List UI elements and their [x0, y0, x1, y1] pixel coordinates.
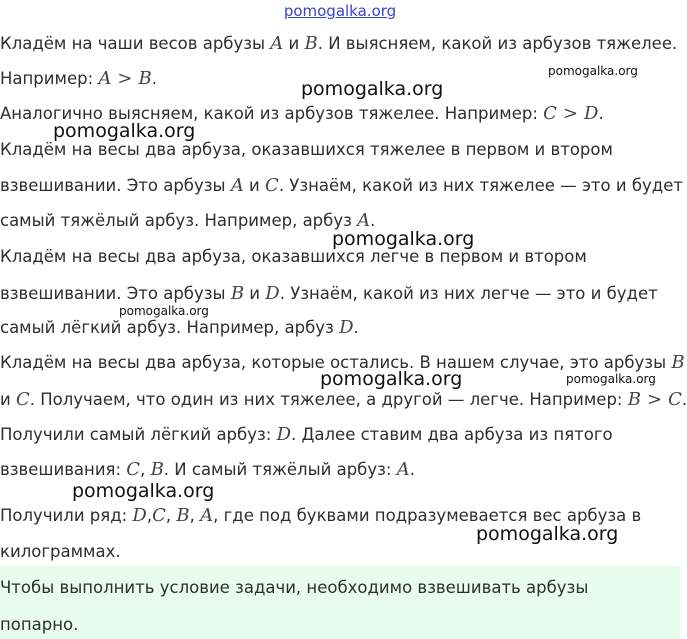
- text-line-10: Кладём на весы два арбуза, которые остались. В нашем случае, это арбузы B: [0, 352, 685, 373]
- text-line-4: Кладём на весы два арбуза, оказавшихся тяжелее в первом и втором: [0, 140, 613, 159]
- watermark: pomogalka.org: [53, 120, 196, 142]
- watermark: pomogalka.org: [332, 228, 475, 250]
- conclusion-line-2: попарно.: [0, 615, 79, 634]
- text-line-6: самый тяжёлый арбуз. Например, арбуз A.: [0, 210, 376, 231]
- text-line-3: Аналогично выясняем, какой из арбузов тяжелее. Например: C > D.: [0, 103, 604, 124]
- text-line-14: Получили ряд: D,C, B, A, где под буквами подразумевается вес арбуза в: [0, 505, 642, 526]
- text-line-12: Получили самый лёгкий арбуз: D. Далее ставим два арбуза из пятого: [0, 424, 613, 445]
- watermark: pomogalka.org: [548, 64, 638, 78]
- watermark: pomogalka.org: [476, 523, 619, 545]
- watermark: pomogalka.org: [72, 480, 215, 502]
- text-line-15: килограммах.: [0, 542, 121, 561]
- watermark: pomogalka.org: [320, 368, 463, 390]
- conclusion-line-1: Чтобы выполнить условие задачи, необходимо взвешивать арбузы: [0, 578, 589, 597]
- text-line-5: взвешивании. Это арбузы A и C. Узнаём, какой из них тяжелее — это и будет: [0, 175, 683, 196]
- watermark: pomogalka.org: [119, 304, 209, 318]
- watermark: pomogalka.org: [566, 372, 656, 386]
- text-line-13: взвешивания: C, B. И самый тяжёлый арбуз: A.: [0, 459, 415, 480]
- text-line-11: и C. Получаем, что один из них тяжелее, а другой — легче. Например: B > C.: [0, 389, 687, 410]
- text-line-2: Например: A > B.: [0, 68, 157, 89]
- watermark: pomogalka.org: [301, 78, 444, 100]
- header-watermark: pomogalka.org: [283, 2, 397, 20]
- text-line-9: самый лёгкий арбуз. Например, арбуз D.: [0, 317, 359, 338]
- conclusion-box: [0, 566, 680, 639]
- text-line-8: взвешивании. Это арбузы B и D. Узнаём, какой из них легче — это и будет: [0, 283, 658, 304]
- text-line-7: Кладём на весы два арбуза, оказавшихся легче в первом и втором: [0, 247, 587, 266]
- text-line-1: Кладём на чаши весов арбузы A и B. И выясняем, какой из арбузов тяжелее.: [0, 33, 678, 54]
